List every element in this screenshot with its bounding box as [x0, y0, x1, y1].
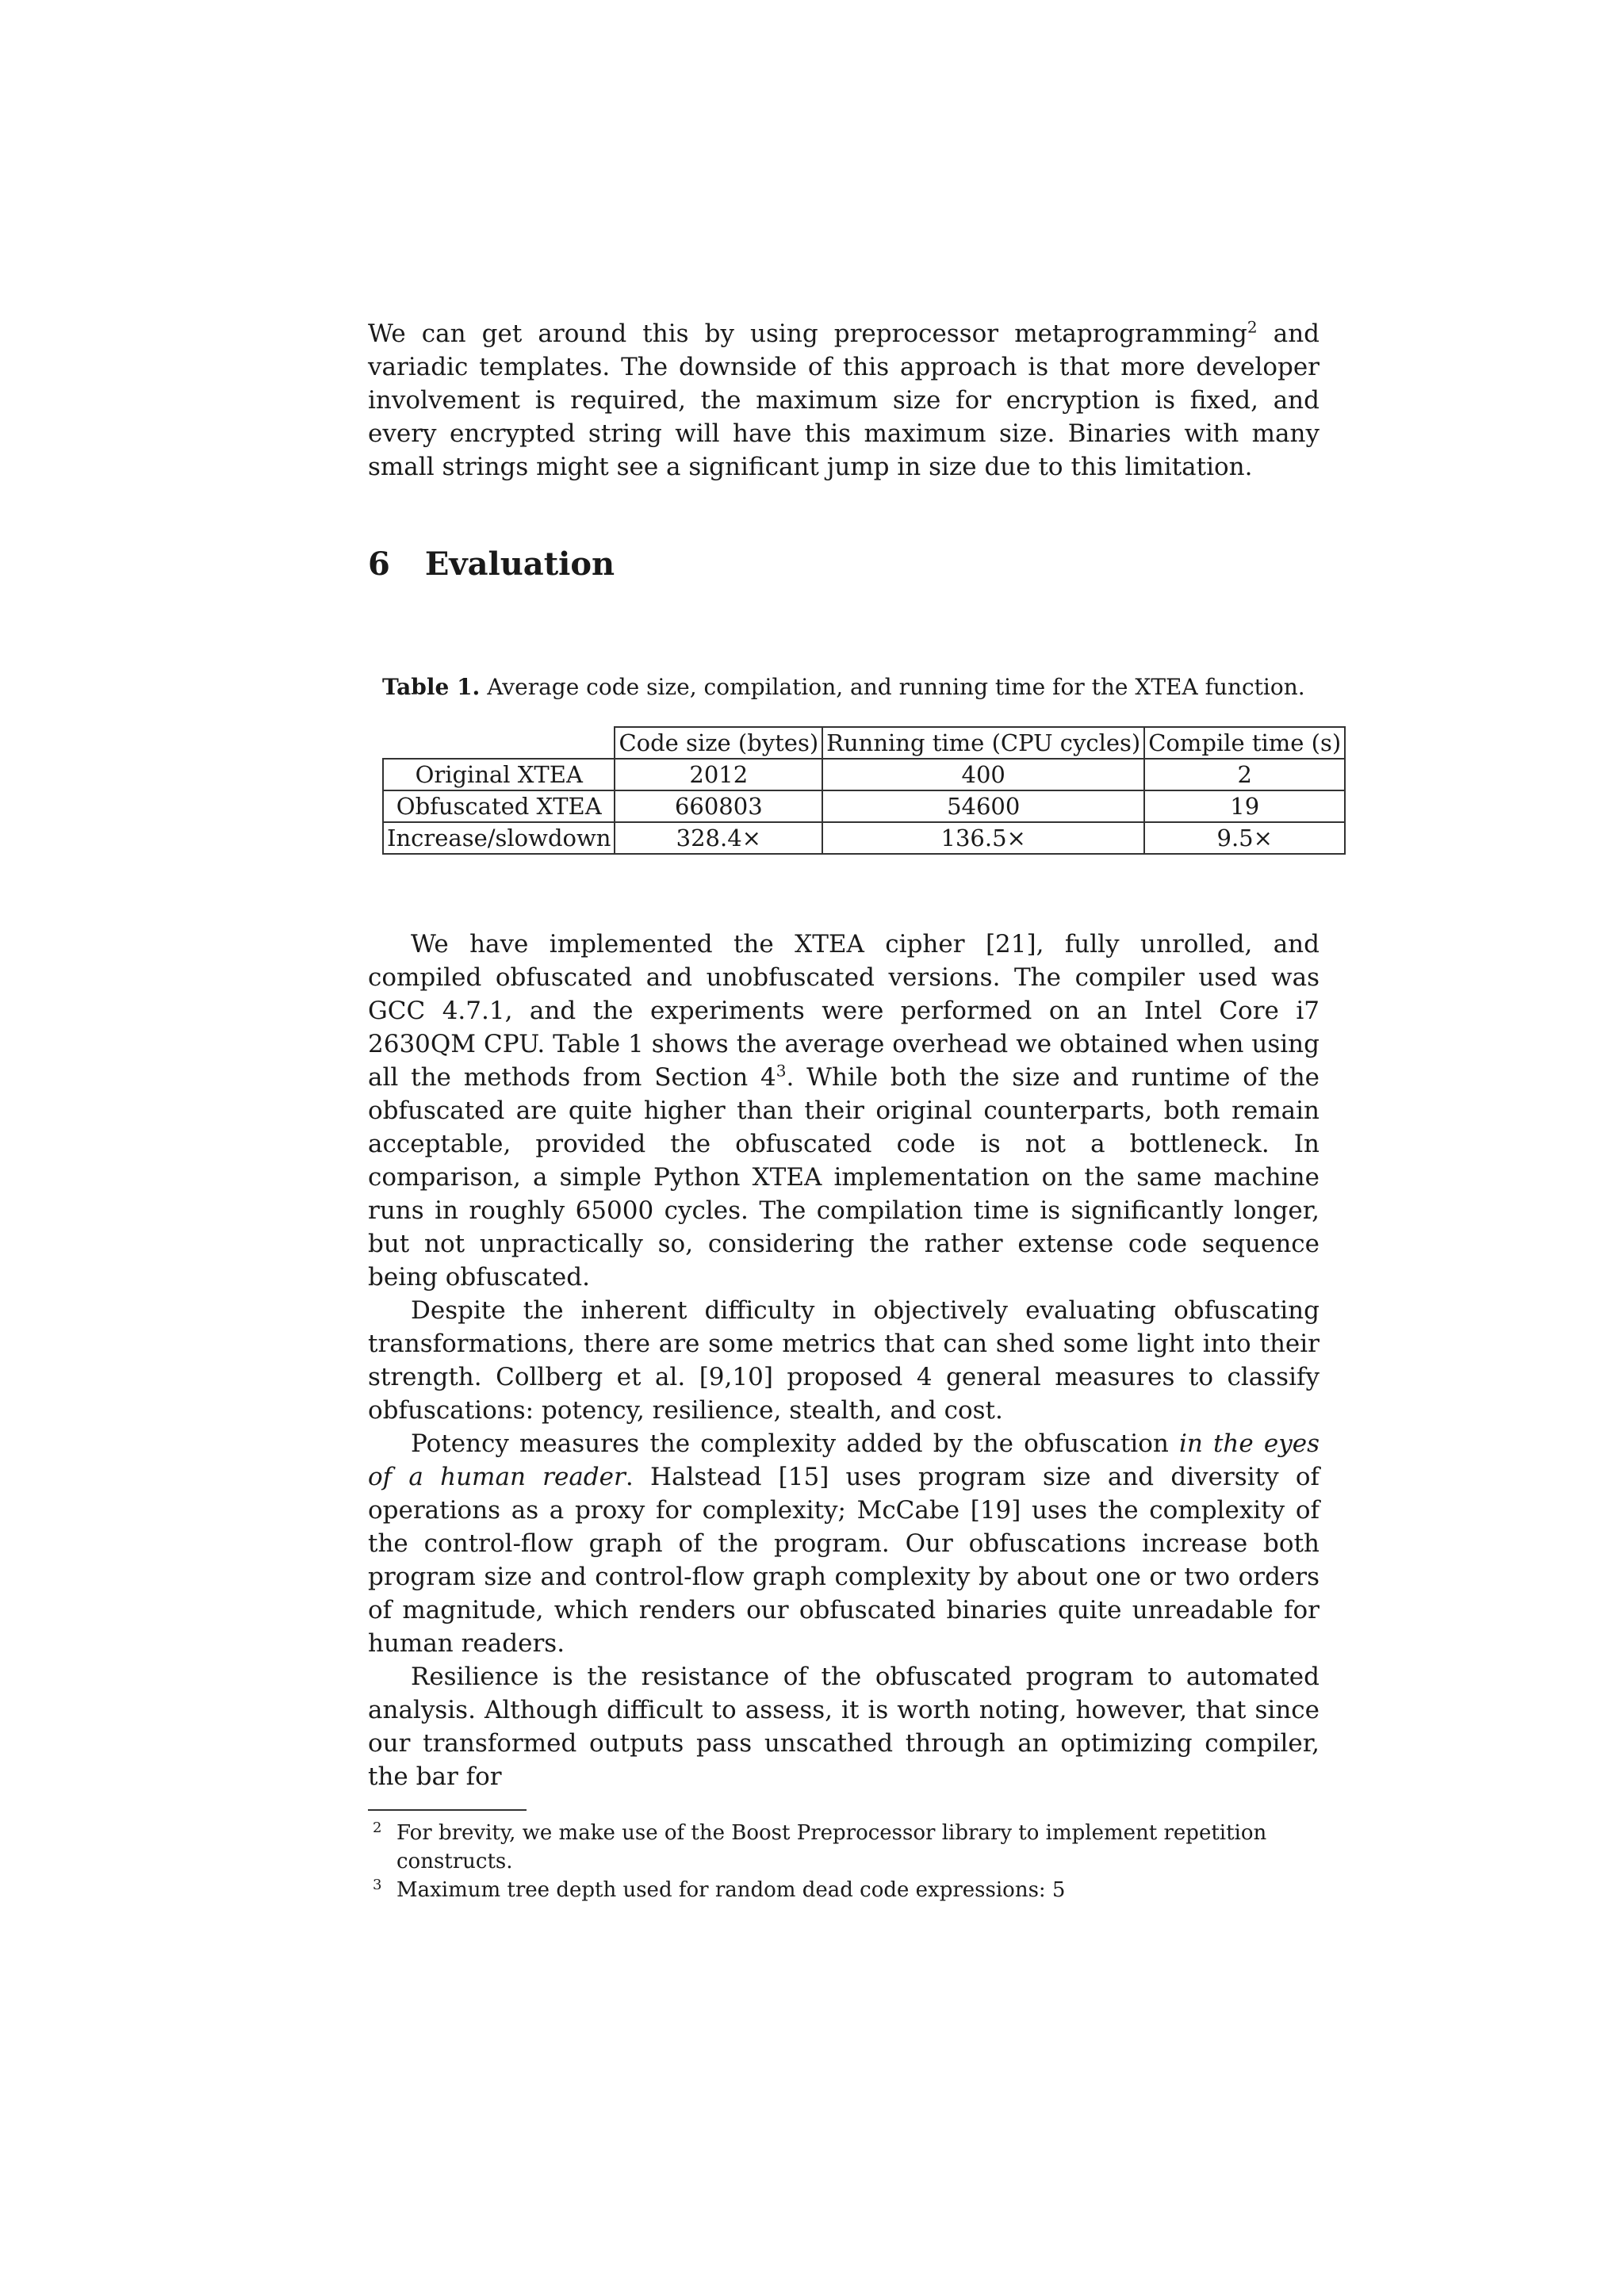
table-cell: 400 — [822, 759, 1144, 790]
table-caption-label: Table 1. — [382, 674, 481, 700]
footnotes — [368, 1809, 1320, 1904]
table-cell: 328.4× — [615, 822, 822, 854]
table-row — [383, 759, 1345, 790]
table-caption — [382, 672, 1320, 702]
footnote-text: Maximum tree depth used for random dead code expressions: 5 — [396, 1878, 1066, 1902]
section-title: Evaluation — [424, 545, 615, 583]
paragraph-metrics: Despite the inherent difficulty in objectively evaluating obfuscating transformations, there are some metrics that can shed some light into their strength. Collberg et al. [9,10] proposed 4 general measures to classify obfuscations: potency, resilience, stealth, and cost. — [368, 1296, 1320, 1425]
table-caption-text: Average code size, compilation, and running time for the XTEA function. — [480, 674, 1305, 700]
table-corner-cell — [383, 727, 615, 759]
intro-paragraph: We can get around this by using preprocessor metaprogramming$^2$ and variadic templates. The downside of this approach is that more developer involvement is required, the maximum size for encryption is fixed, and every encrypted string will have this maximum size. Binaries with many small strings might see a significant jump in size due to this limitation. — [368, 317, 1320, 481]
table-row-label: Original XTEA — [383, 759, 615, 790]
table-cell: 136.5× — [822, 822, 1144, 854]
section-heading — [368, 544, 1320, 585]
table-row — [383, 790, 1345, 822]
table-row — [383, 822, 1345, 854]
table-cell: 2 — [1144, 759, 1345, 790]
table-header-cell: Code size (bytes) — [615, 727, 822, 759]
footnote-ref-3: 3 — [776, 1061, 787, 1081]
table-header-cell: Compile time (s) — [1144, 727, 1345, 759]
footnote-3 — [368, 1876, 1320, 1904]
table-cell: 9.5× — [1144, 822, 1345, 854]
table-header-row — [383, 727, 1345, 759]
footnote-text: For brevity, we make use of the Boost Preprocessor library to implement repetition constructs. — [396, 1821, 1267, 1873]
footnote-rule — [368, 1809, 527, 1811]
evaluation-body — [368, 928, 1320, 1793]
footnote-ref-2: 2 — [1247, 317, 1258, 337]
section-number: 6 — [368, 545, 390, 583]
table-cell: 54600 — [822, 790, 1144, 822]
paper-page — [368, 317, 1342, 1904]
paragraph-implementation: We have implemented the XTEA cipher [21], fully unrolled, and compiled obfuscated and unobfuscated versions. The compiler used was GCC 4.7.1, and the experiments were performed on an Intel Core i7 2630QM CPU. Table 1 shows the average overhead we obtained when using all the methods from Section $4^3$. While both the size and runtime of the obfuscated are quite higher than their original counterparts, both remain acceptable, provided the obfuscated code is not a bottleneck. In comparison, a simple Python XTEA implementation on the same machine runs in roughly 65000 cycles. The compilation time is significantly longer, but not unpractically so, considering the rather extense code sequence being obfuscated. — [368, 930, 1320, 1292]
footnote-2 — [368, 1819, 1320, 1876]
table-cell: 19 — [1144, 790, 1345, 822]
table-cell: 2012 — [615, 759, 822, 790]
footnote-mark: 3 — [373, 1877, 382, 1893]
results-table — [382, 726, 1346, 855]
table-row-label: Obfuscated XTEA — [383, 790, 615, 822]
table-cell: 660803 — [615, 790, 822, 822]
paragraph-resilience: Resilience is the resistance of the obfuscated program to automated analysis. Although difficult to assess, it is worth noting, however, that since our transformed outputs pass unscathed through an optimizing compiler, the bar for — [368, 1663, 1320, 1791]
table-row-label: Increase/slowdown — [383, 822, 615, 854]
paragraph-potency: Potency measures the complexity added by the obfuscation in the eyes of a human reader. Halstead [15] uses program size and diversity of operations as a proxy for complexity; McCabe [19] uses the complexity of the control-flow graph of the program. Our obfuscations increase both program size and control-flow graph complexity by about one or two orders of magnitude, which renders our obfuscated binaries quite unreadable for human readers. — [368, 1429, 1320, 1658]
table-header-cell: Running time (CPU cycles) — [822, 727, 1144, 759]
footnote-mark: 2 — [373, 1820, 382, 1836]
